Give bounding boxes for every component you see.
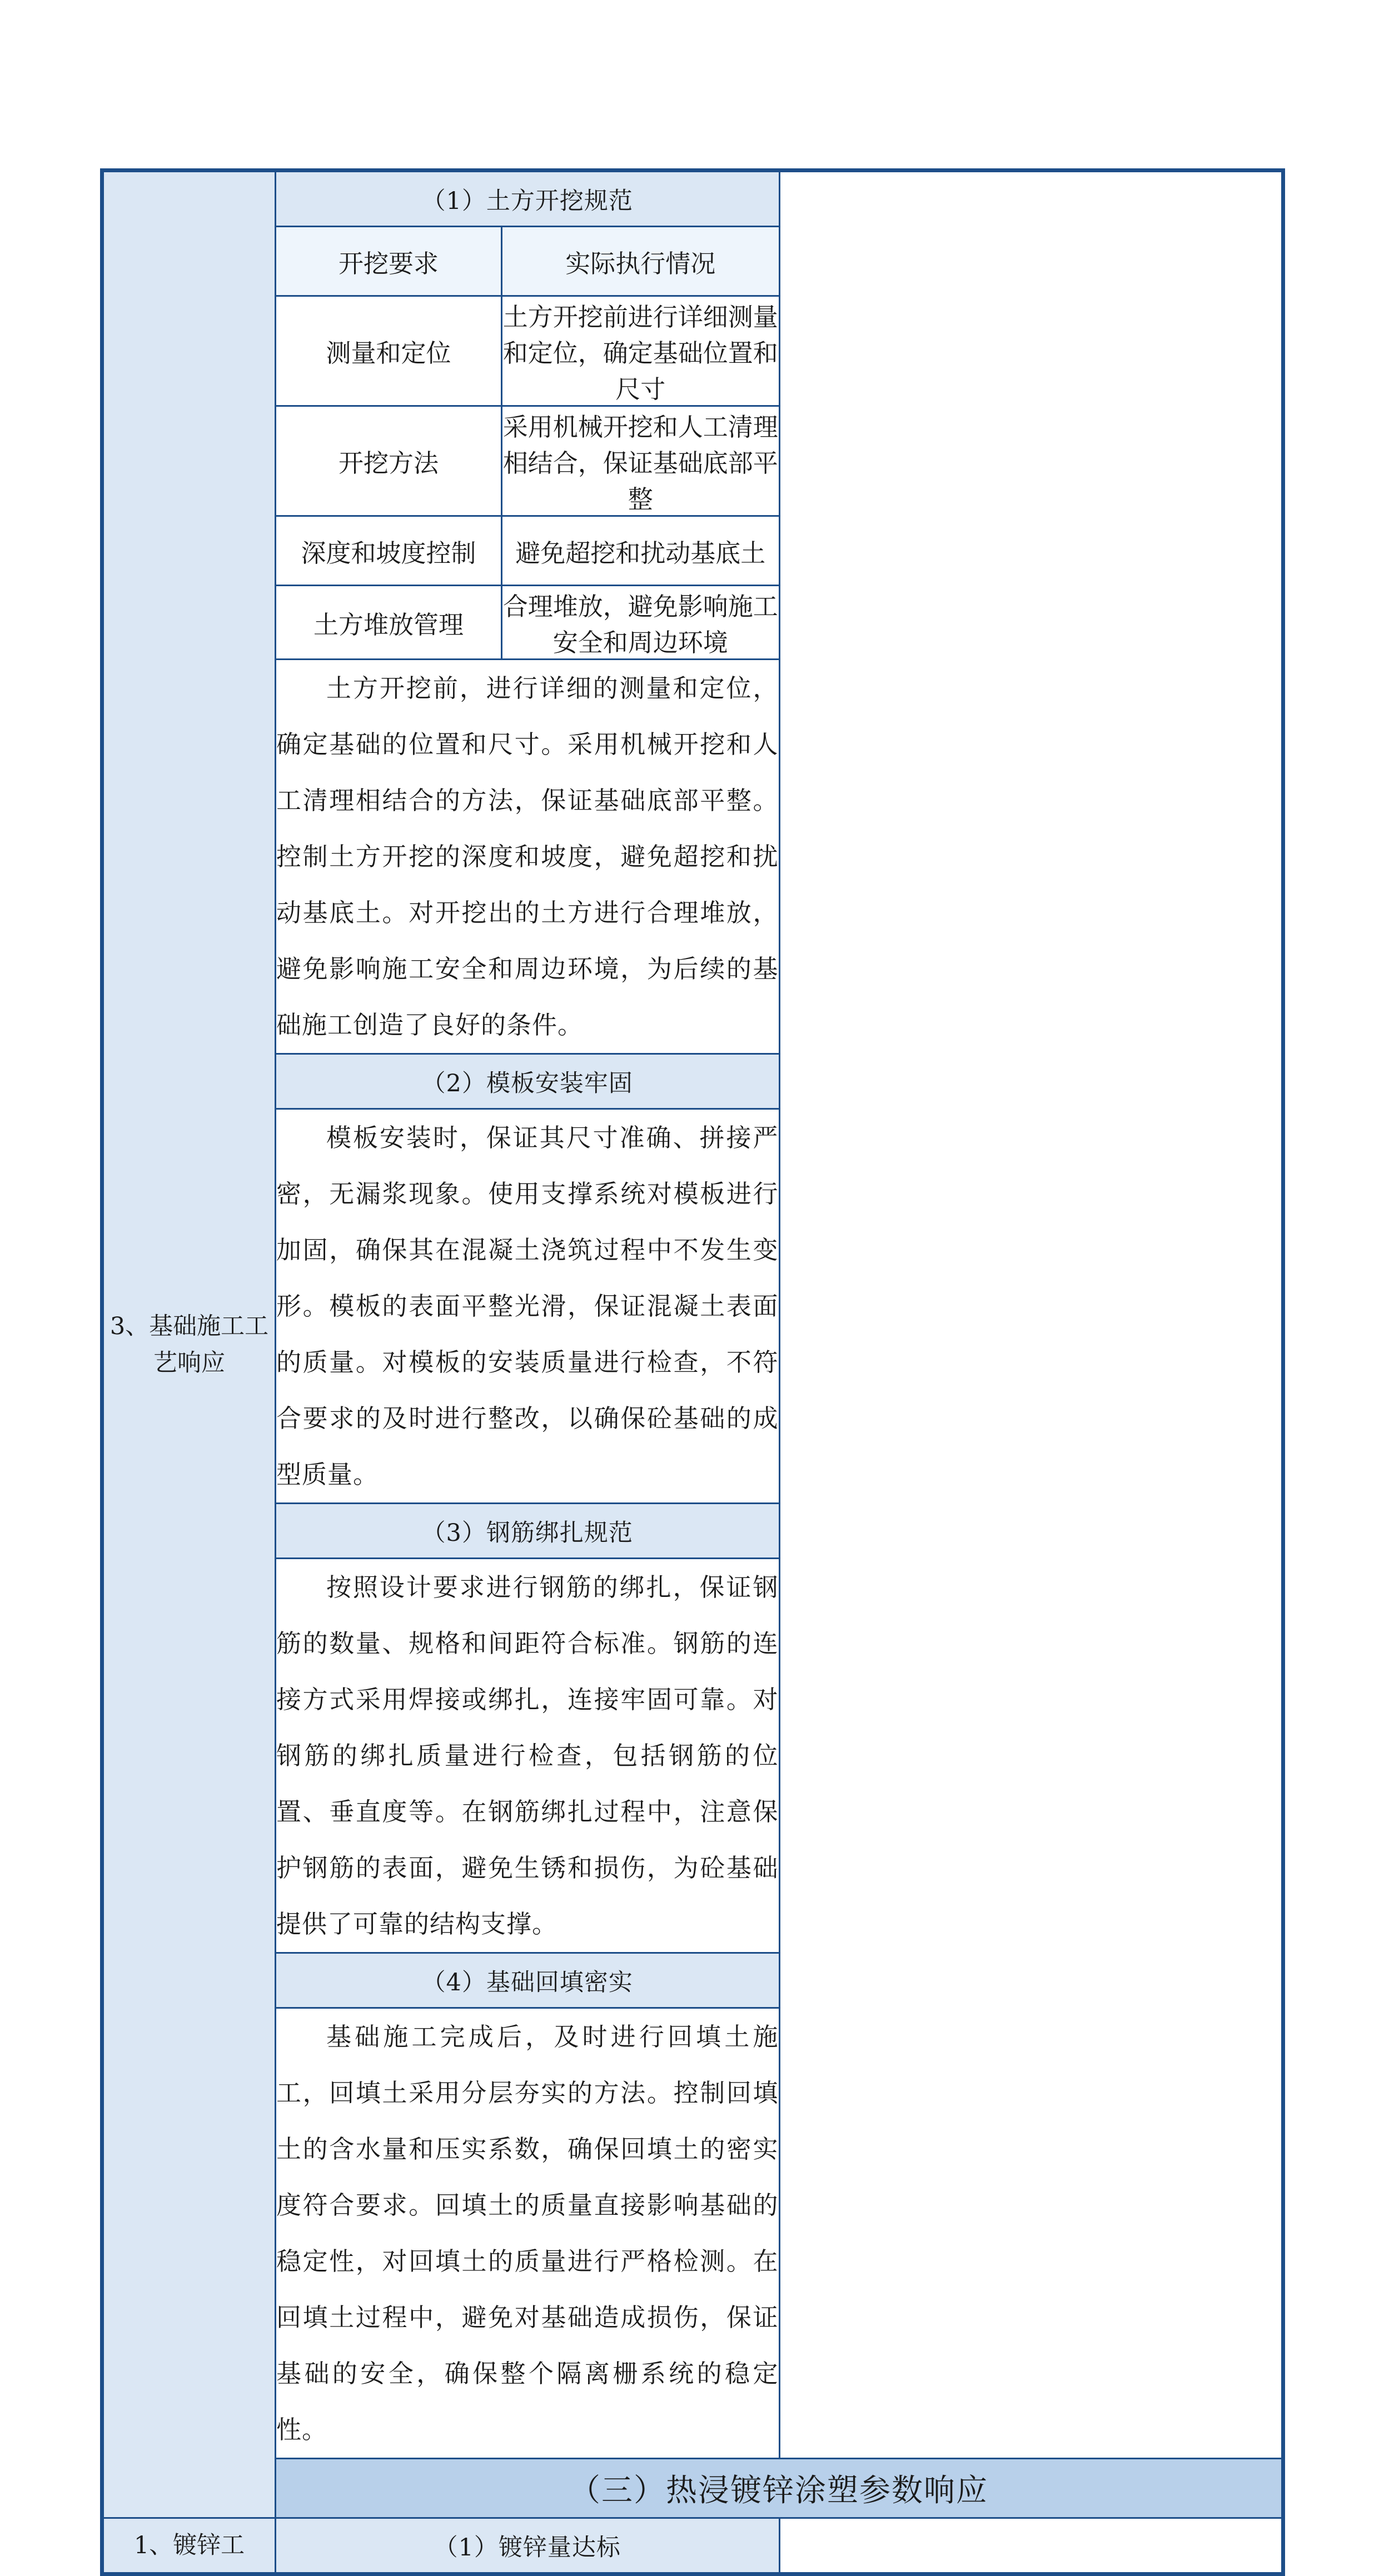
subsection-title-backfill: （4）基础回填密实 xyxy=(276,1953,780,2008)
excavation-paragraph: 土方开挖前，进行详细的测量和定位，确定基础的位置和尺寸。采用机械开挖和人工清理相结合的方法，保证基础底部平整。控制土方开挖的深度和坡度，避免超挖和扰动基底土。对开挖出的土方进行合理堆放，避免影响施工安全和周边环境，为后续的基础施工创造了良好的条件。 xyxy=(276,660,780,1054)
table-cell: 土方堆放管理 xyxy=(276,586,502,659)
table-cell: 深度和坡度控制 xyxy=(276,516,502,586)
subsection-title-rebar: （3）钢筋绑扎规范 xyxy=(276,1504,780,1559)
table-cell: 合理堆放，避免影响施工安全和周边环境 xyxy=(502,586,779,659)
left-label-galvanizing: 1、镀锌工 xyxy=(102,2518,276,2574)
subsection-title-zinc-amount: （1）镀锌量达标 xyxy=(276,2518,780,2574)
table-cell: 采用机械开挖和人工清理相结合，保证基础底部平整 xyxy=(502,406,779,516)
backfill-paragraph: 基础施工完成后，及时进行回填土施工，回填土采用分层夯实的方法。控制回填土的含水量和压实系数，确保回填土的密实度符合要求。回填土的质量直接影响基础的稳定性，对回填土的质量进行严格检测。在回填土过程中，避免对基础造成损伤，保证基础的安全，确保整个隔离栅系统的稳定性。 xyxy=(276,2008,780,2459)
construction-response-table xyxy=(100,168,1285,2576)
section-heading: （三）热浸镀锌涂塑参数响应 xyxy=(276,2459,1283,2518)
table-row xyxy=(276,516,779,586)
table-row xyxy=(276,296,779,406)
excavation-requirements-cell xyxy=(276,227,780,660)
table-cell: 土方开挖前进行详细测量和定位，确定基础位置和尺寸 xyxy=(502,296,779,406)
table-header-row xyxy=(276,227,779,296)
formwork-paragraph: 模板安装时，保证其尺寸准确、拼接严密，无漏浆现象。使用支撑系统对模板进行加固，确保其在混凝土浇筑过程中不发生变形。模板的表面平整光滑，保证混凝土表面的质量。对模板的安装质量进行检查，不符合要求的及时进行整改，以确保砼基础的成型质量。 xyxy=(276,1109,780,1504)
subsection-title-formwork: （2）模板安装牢固 xyxy=(276,1054,780,1109)
table-header-cell: 开挖要求 xyxy=(276,227,502,296)
table-row xyxy=(276,586,779,659)
excavation-requirements-table xyxy=(276,227,779,658)
table-cell: 开挖方法 xyxy=(276,406,502,516)
table-header-cell: 实际执行情况 xyxy=(502,227,779,296)
table-cell: 测量和定位 xyxy=(276,296,502,406)
table-row xyxy=(276,406,779,516)
left-label-foundation: 3、基础施工工艺响应 xyxy=(102,171,276,2518)
subsection-title-excavation: （1）土方开挖规范 xyxy=(276,171,780,227)
table-cell: 避免超挖和扰动基底土 xyxy=(502,516,779,586)
rebar-paragraph: 按照设计要求进行钢筋的绑扎，保证钢筋的数量、规格和间距符合标准。钢筋的连接方式采用焊接或绑扎，连接牢固可靠。对钢筋的绑扎质量进行检查，包括钢筋的位置、垂直度等。在钢筋绑扎过程中，注意保护钢筋的表面，避免生锈和损伤，为砼基础提供了可靠的结构支撑。 xyxy=(276,1559,780,1953)
